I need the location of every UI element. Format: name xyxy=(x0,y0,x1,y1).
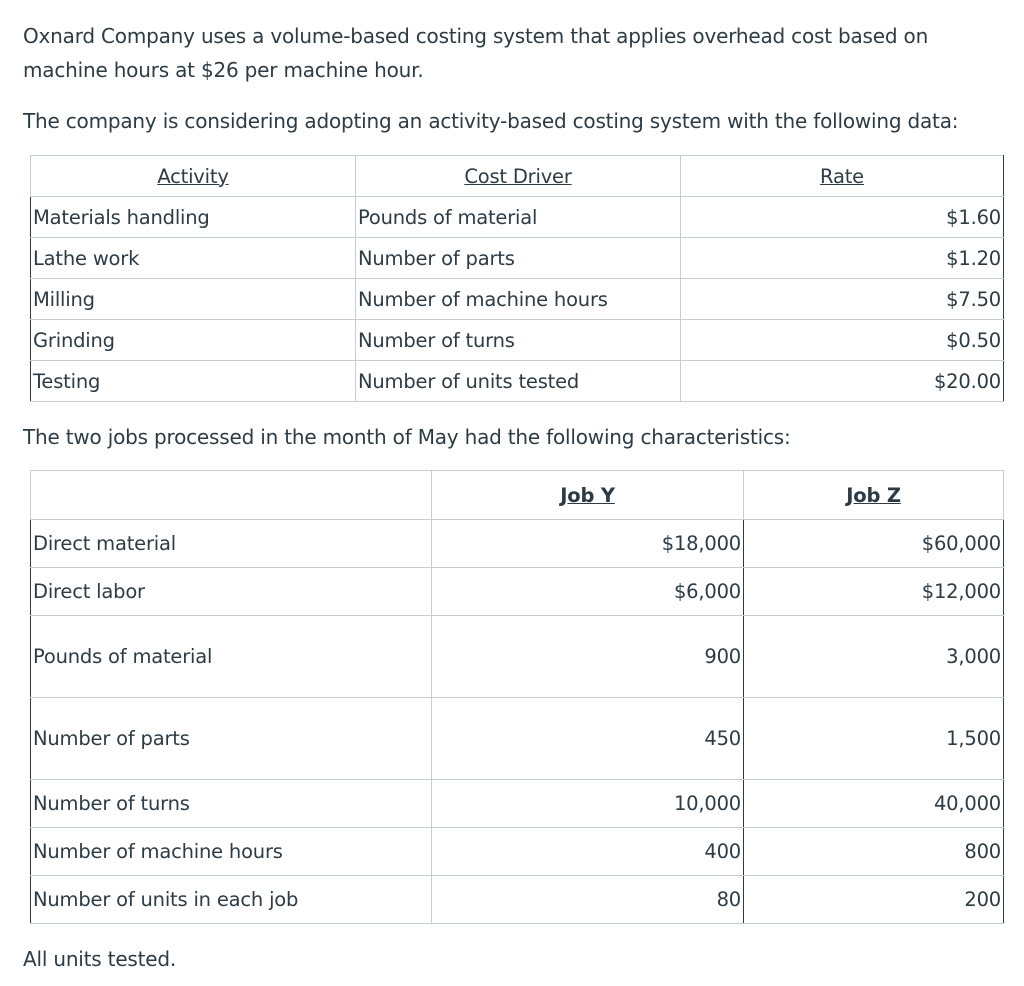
item-label-cell: Direct labor xyxy=(31,568,432,616)
intro-paragraph xyxy=(23,19,928,87)
job-y-cell: 450 xyxy=(432,698,744,780)
job-z-cell: 800 xyxy=(744,828,1004,876)
header-activity: Activity xyxy=(31,156,356,197)
rate-cell: $1.60 xyxy=(681,197,1004,238)
table-row xyxy=(31,568,1004,616)
table-row xyxy=(31,780,1004,828)
job-z-cell: 200 xyxy=(744,876,1004,924)
cost-driver-cell: Pounds of material xyxy=(356,197,681,238)
job-z-cell: 1,500 xyxy=(744,698,1004,780)
table-row xyxy=(31,279,1004,320)
rate-cell: $1.20 xyxy=(681,238,1004,279)
table-row xyxy=(31,698,1004,780)
jobs-table xyxy=(30,470,1004,924)
rate-cell: $0.50 xyxy=(681,320,1004,361)
item-label-cell: Direct material xyxy=(31,520,432,568)
job-z-cell: $60,000 xyxy=(744,520,1004,568)
table-row xyxy=(31,320,1004,361)
job-y-cell: 80 xyxy=(432,876,744,924)
table-row xyxy=(31,520,1004,568)
table-row xyxy=(31,876,1004,924)
cost-driver-cell: Number of parts xyxy=(356,238,681,279)
header-rate: Rate xyxy=(681,156,1004,197)
cost-driver-cell: Number of machine hours xyxy=(356,279,681,320)
job-y-cell: 10,000 xyxy=(432,780,744,828)
cost-driver-cell: Number of turns xyxy=(356,320,681,361)
header-cost-driver: Cost Driver xyxy=(356,156,681,197)
header-job-y: Job Y xyxy=(432,471,744,520)
table-row xyxy=(31,616,1004,698)
job-y-cell: 900 xyxy=(432,616,744,698)
activity-cell: Milling xyxy=(31,279,356,320)
activity-cell: Lathe work xyxy=(31,238,356,279)
table-row xyxy=(31,238,1004,279)
item-label-cell: Number of parts xyxy=(31,698,432,780)
job-y-cell: 400 xyxy=(432,828,744,876)
table-row xyxy=(31,361,1004,402)
jobs-paragraph: The two jobs processed in the month of May had the following characteristics: xyxy=(23,425,791,449)
item-label-cell: Number of units in each job xyxy=(31,876,432,924)
job-y-cell: $18,000 xyxy=(432,520,744,568)
activity-cell: Grinding xyxy=(31,320,356,361)
job-z-cell: 40,000 xyxy=(744,780,1004,828)
activity-cell: Materials handling xyxy=(31,197,356,238)
job-y-cell: $6,000 xyxy=(432,568,744,616)
activity-table-header-row xyxy=(31,156,1004,197)
intro-line-1: Oxnard Company uses a volume-based costing system that applies overhead cost based on xyxy=(23,24,929,48)
item-label-cell: Number of turns xyxy=(31,780,432,828)
header-blank xyxy=(31,471,432,520)
cost-driver-cell: Number of units tested xyxy=(356,361,681,402)
jobs-table-header-row xyxy=(31,471,1004,520)
item-label-cell: Pounds of material xyxy=(31,616,432,698)
considering-paragraph: The company is considering adopting an activity-based costing system with the following data: xyxy=(23,109,959,133)
table-row xyxy=(31,828,1004,876)
activity-cell: Testing xyxy=(31,361,356,402)
item-label-cell: Number of machine hours xyxy=(31,828,432,876)
job-z-cell: $12,000 xyxy=(744,568,1004,616)
footer-note: All units tested. xyxy=(23,947,177,971)
rate-cell: $7.50 xyxy=(681,279,1004,320)
rate-cell: $20.00 xyxy=(681,361,1004,402)
intro-line-2: machine hours at $26 per machine hour. xyxy=(23,58,424,82)
header-job-z: Job Z xyxy=(744,471,1004,520)
table-row xyxy=(31,197,1004,238)
job-z-cell: 3,000 xyxy=(744,616,1004,698)
activity-rate-table xyxy=(30,155,1004,402)
